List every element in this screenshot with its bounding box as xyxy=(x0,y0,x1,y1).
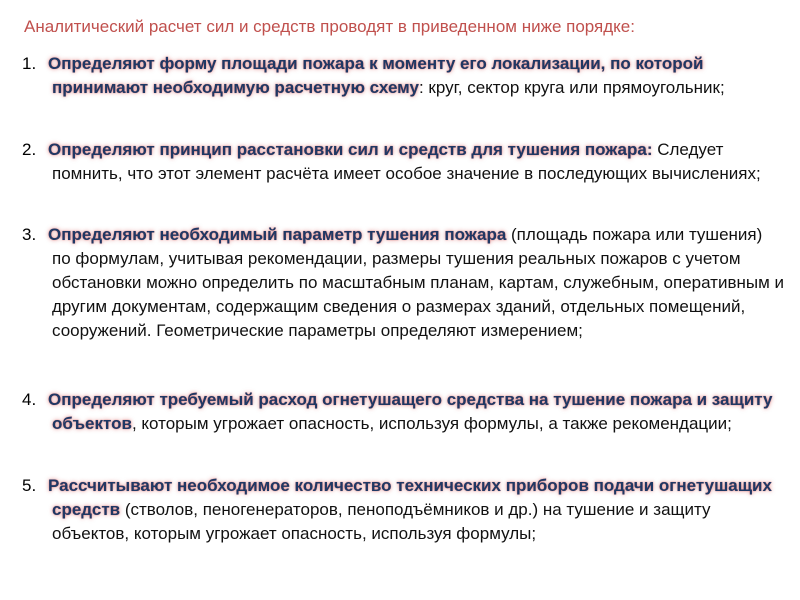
list-item-3 xyxy=(22,223,784,343)
item-number: 2. xyxy=(22,140,37,159)
intro-heading: Аналитический расчет сил и средств проводят в приведенном ниже порядке: xyxy=(24,17,635,36)
item-text: : круг, сектор круга или прямоугольник; xyxy=(418,78,725,97)
item-text: , которым угрожает опасность, используя формулы, а также рекомендации; xyxy=(131,414,732,433)
item-highlight: Определяют требуемый расход огнетушащего средства на тушение пожара и защиту объектов xyxy=(48,390,773,433)
item-text: (площадь пожара или тушения) по формулам, учитывая рекомендации, размеры тушения реальных пожаров с учетом обстановки можно определить по масштабным планам, картам, служебным, оперативным и другим документам, содержащим сведения о размерах зданий, отдельных помещений, сооружений. Геометрические параметры определяют измерением; xyxy=(52,225,785,340)
list-item-1 xyxy=(22,52,784,100)
item-number: 1. xyxy=(22,54,37,73)
item-text: Следует помнить, что этот элемент расчёта имеет особое значение в последующих вычислениях; xyxy=(52,140,761,183)
item-number: 3. xyxy=(22,225,37,244)
item-highlight: Рассчитывают необходимое количество технических приборов подачи огнетушащих средств xyxy=(48,476,772,519)
item-number: 5. xyxy=(22,476,37,495)
item-highlight: Определяют форму площади пожара к моменту его локализации, по которой принимают необходимую расчетную схему xyxy=(48,54,704,97)
list-item-2 xyxy=(22,138,784,186)
item-text: (стволов, пеногенераторов, пеноподъёмников и др.) на тушение и защиту объектов, которым угрожает опасность, используя формулы; xyxy=(52,500,711,543)
item-number: 4. xyxy=(22,390,37,409)
list-item-4 xyxy=(22,388,784,436)
list-item-5 xyxy=(22,474,784,546)
item-highlight: Определяют необходимый параметр тушения пожара xyxy=(48,225,507,244)
item-highlight: Определяют принцип расстановки сил и средств для тушения пожара: xyxy=(48,140,653,159)
